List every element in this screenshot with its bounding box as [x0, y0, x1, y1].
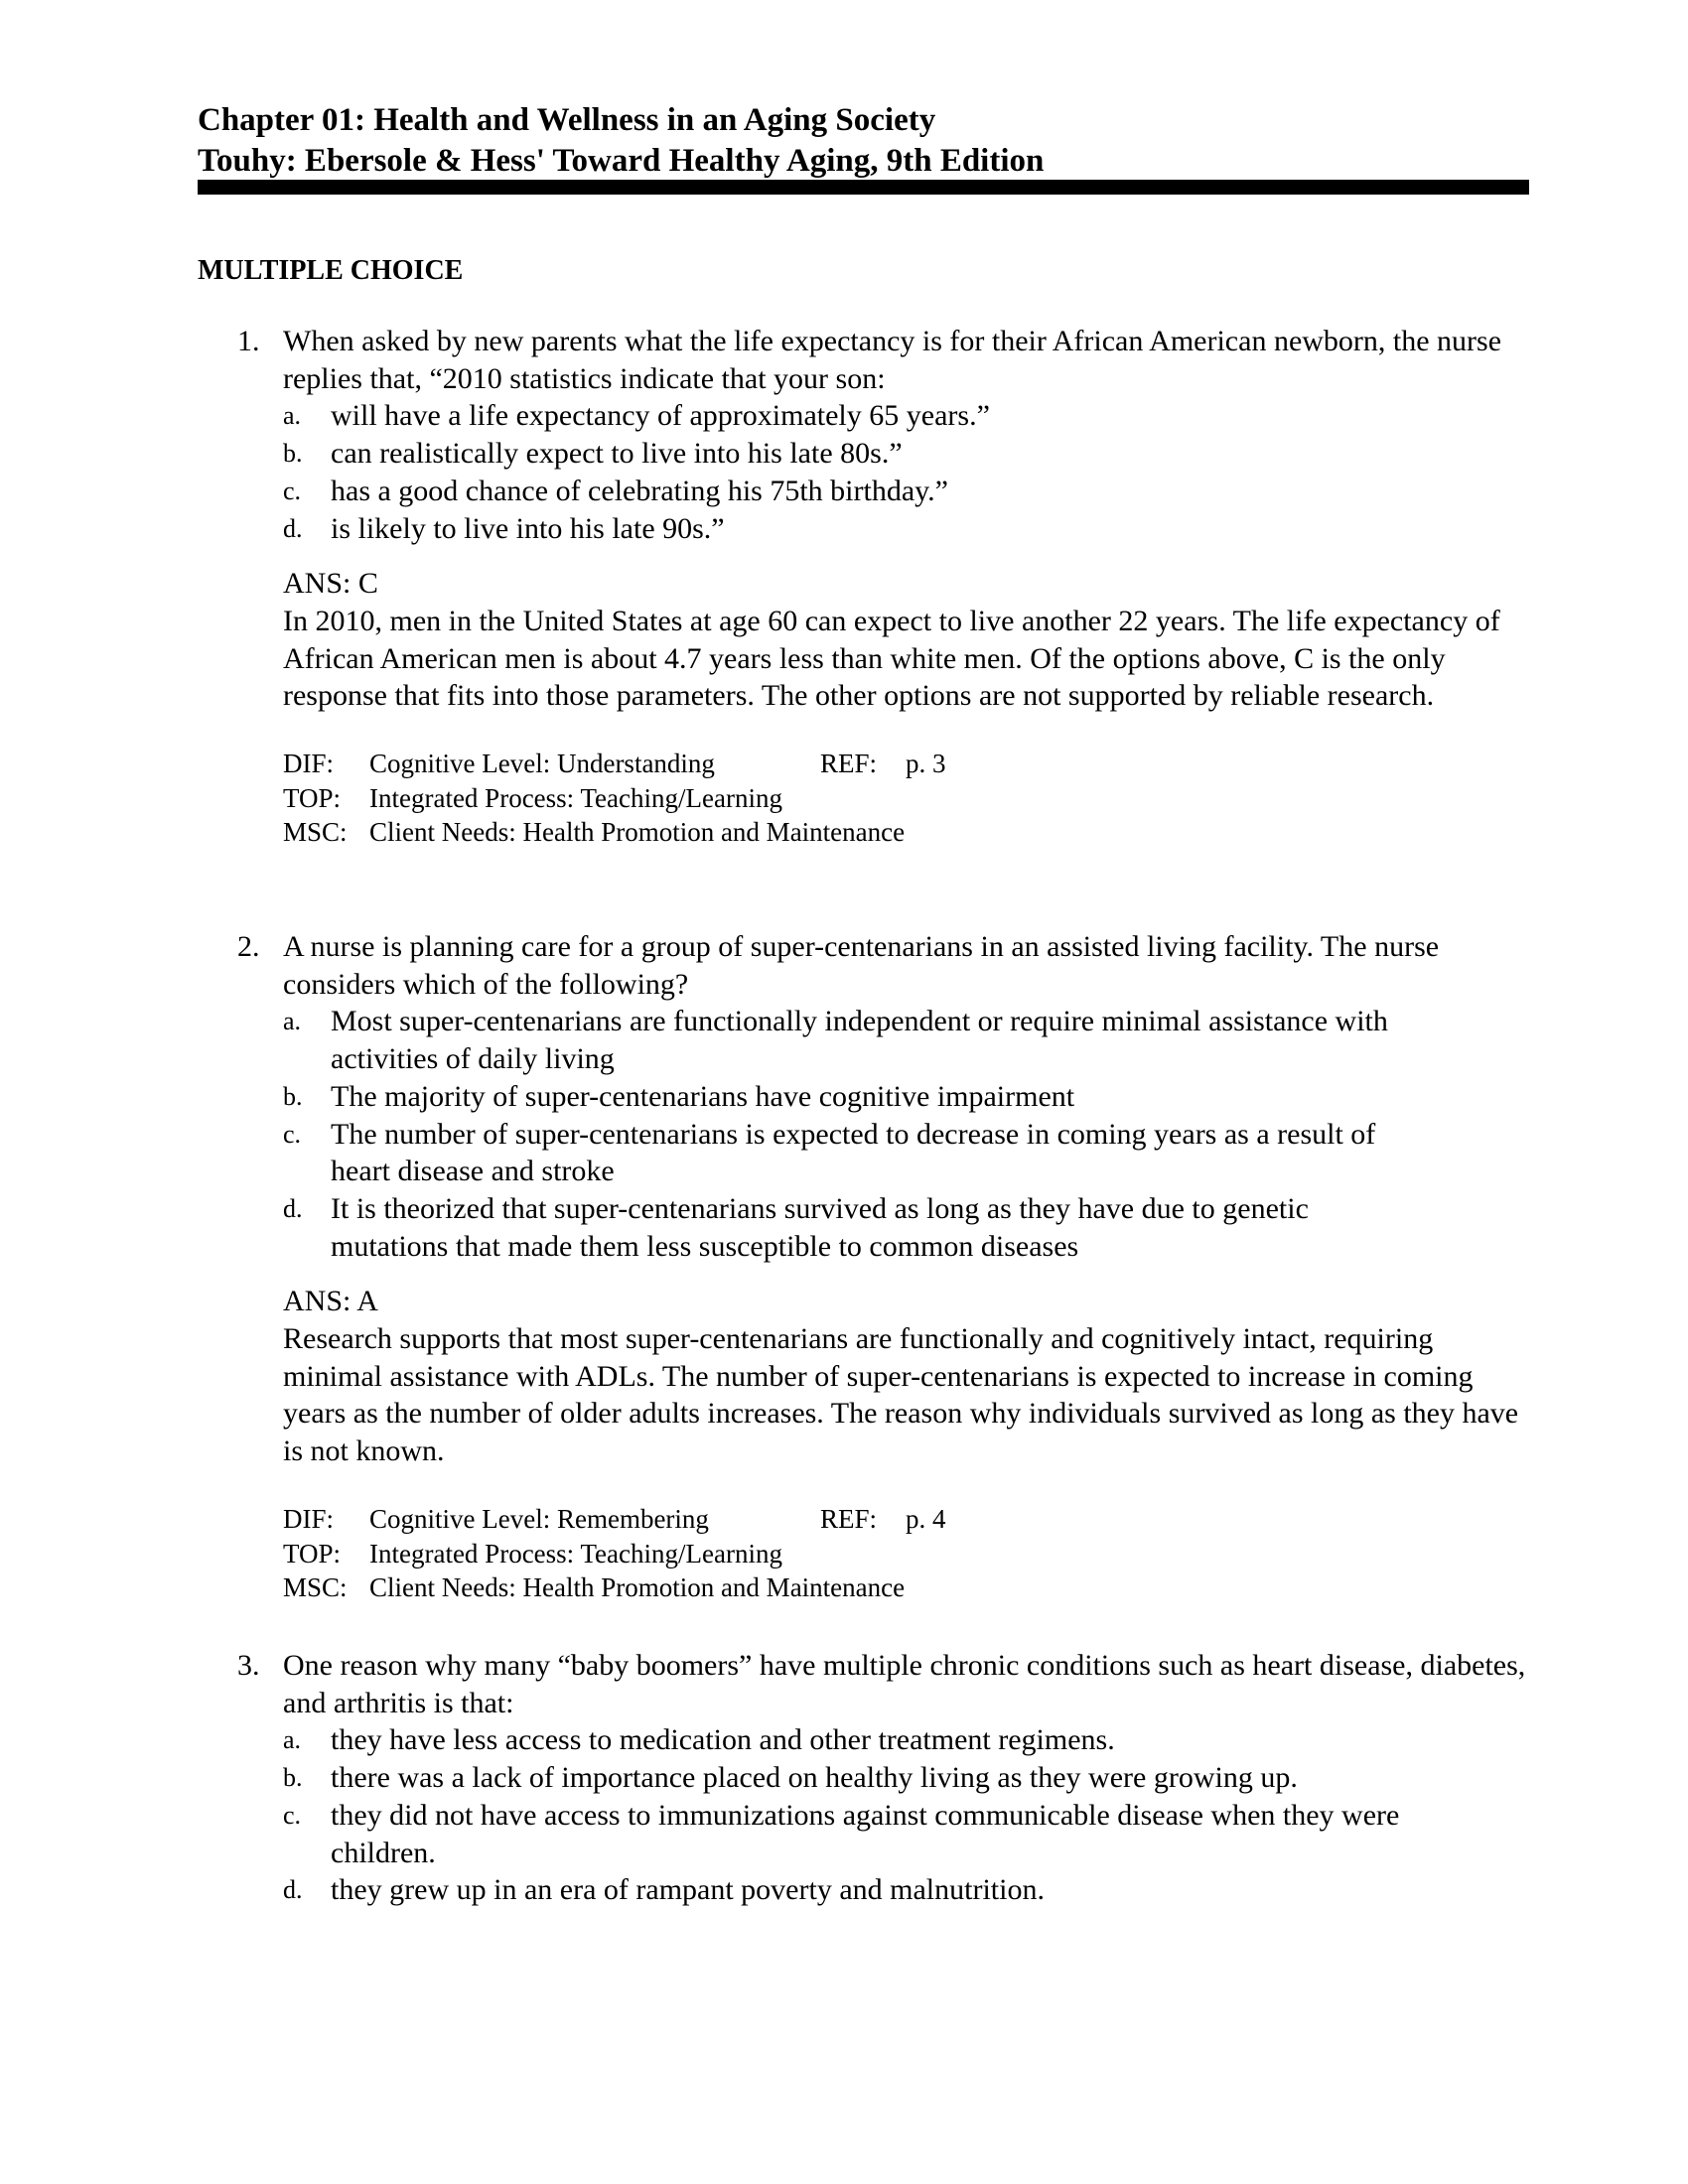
- dif-label: DIF:: [283, 749, 335, 779]
- client-needs-row: [283, 1570, 1688, 1605]
- top-label: TOP:: [283, 782, 342, 813]
- rationale: Research supports that most super-centenarians are functionally and cognitively intact, requiring minimal assistance with ADLs. The number of super-centenarians is expected to increase in coming years as the number of older adults increases. The reason why individuals survived as long as they have is not known.: [283, 1322, 1519, 1468]
- question-1: [0, 323, 1688, 850]
- option-letter: d.: [283, 1193, 303, 1223]
- answer-option: [283, 1116, 1688, 1190]
- difficulty-row: [283, 1502, 1688, 1537]
- book-title: Touhy: Ebersole & Hess' Toward Healthy Aging, 9th Edition: [198, 143, 1045, 179]
- answer-key: ANS: C: [283, 567, 378, 601]
- option-letter: b.: [283, 1763, 303, 1793]
- option-text: has a good chance of celebrating his 75th birthday.”: [331, 474, 949, 507]
- answer-option: [283, 473, 1688, 510]
- answer-option: [283, 435, 1688, 473]
- msc-label: MSC:: [283, 1572, 348, 1603]
- msc-label: MSC:: [283, 817, 348, 848]
- option-letter: a.: [283, 1725, 302, 1755]
- question-number: 3.: [237, 1649, 260, 1682]
- option-letter: b.: [283, 1081, 303, 1111]
- answer-option: [283, 397, 1688, 435]
- answer-option: [283, 1003, 1688, 1077]
- option-letter: c.: [283, 1119, 302, 1149]
- option-letter: c.: [283, 1800, 302, 1830]
- question-stem: One reason why many “baby boomers” have multiple chronic conditions such as heart disease, diabetes, and arthritis is that:: [283, 1649, 1526, 1719]
- answer-option: [283, 1797, 1688, 1871]
- option-letter: c.: [283, 476, 302, 505]
- option-text: Most super-centenarians are functionally independent or require minimal assistance with activities of daily living: [331, 1005, 1388, 1076]
- answer-option: [283, 1190, 1688, 1265]
- question-3: [0, 1647, 1688, 1909]
- ref-label: REF:: [820, 749, 878, 779]
- answer-option: [283, 1871, 1688, 1909]
- answer-option: [283, 1078, 1688, 1116]
- option-text: can realistically expect to live into his late 80s.”: [331, 437, 903, 471]
- question-metadata: [283, 1502, 1688, 1605]
- option-letter: b.: [283, 439, 303, 469]
- option-text: there was a lack of importance placed on healthy living as they were growing up.: [331, 1761, 1298, 1795]
- option-text: The majority of super-centenarians have cognitive impairment: [331, 1079, 1075, 1113]
- client-needs-row: [283, 815, 1688, 850]
- answer-key: ANS: A: [283, 1285, 378, 1318]
- option-text: they did not have access to immunizations against communicable disease when they were children.: [331, 1798, 1400, 1869]
- answer-option: [283, 1759, 1688, 1797]
- question-2: [0, 928, 1688, 1605]
- question-stem: A nurse is planning care for a group of super-centenarians in an assisted living facility. The nurse considers which of the following?: [283, 930, 1440, 1001]
- answer-option: [283, 1721, 1688, 1759]
- reference: [820, 1502, 946, 1537]
- header-divider: [198, 180, 1529, 195]
- question-stem: When asked by new parents what the life expectancy is for their African American newborn, the nurse replies that, “2010 statistics indicate that your son:: [283, 325, 1502, 395]
- dif-value: Cognitive Level: Remembering: [369, 1503, 709, 1534]
- top-value: Integrated Process: Teaching/Learning: [369, 782, 782, 813]
- option-letter: d.: [283, 1875, 303, 1905]
- dif-value: Cognitive Level: Understanding: [369, 749, 715, 779]
- section-heading: MULTIPLE CHOICE: [198, 255, 464, 286]
- answer-option: [283, 510, 1688, 548]
- question-metadata: [283, 747, 1688, 850]
- msc-value: Client Needs: Health Promotion and Maintenance: [369, 817, 906, 848]
- option-letter: a.: [283, 401, 302, 431]
- difficulty-row: [283, 747, 1688, 781]
- question-number: 1.: [237, 325, 260, 357]
- option-text: they grew up in an era of rampant poverty and malnutrition.: [331, 1873, 1045, 1907]
- reference: [820, 747, 946, 781]
- option-text: they have less access to medication and other treatment regimens.: [331, 1723, 1115, 1757]
- rationale: In 2010, men in the United States at age 60 can expect to live another 22 years. The life expectancy of African American men is about 4.7 years less than white men. Of the options above, C is the only response that fits into those parameters. The other options are not supported by reliable research.: [283, 604, 1500, 713]
- ref-label: REF:: [820, 1503, 878, 1534]
- ref-value: p. 3: [906, 749, 946, 779]
- chapter-title: Chapter 01: Health and Wellness in an Aging Society: [198, 102, 936, 138]
- option-letter: a.: [283, 1007, 302, 1036]
- top-value: Integrated Process: Teaching/Learning: [369, 1538, 782, 1569]
- option-text: is likely to live into his late 90s.”: [331, 511, 725, 545]
- top-label: TOP:: [283, 1538, 342, 1569]
- topic-row: [283, 781, 1688, 816]
- ref-value: p. 4: [906, 1503, 946, 1534]
- option-text: will have a life expectancy of approximately 65 years.”: [331, 399, 990, 433]
- dif-label: DIF:: [283, 1503, 335, 1534]
- option-text: The number of super-centenarians is expected to decrease in coming years as a result of heart disease and stroke: [331, 1117, 1376, 1188]
- topic-row: [283, 1537, 1688, 1571]
- option-letter: d.: [283, 513, 303, 543]
- msc-value: Client Needs: Health Promotion and Maintenance: [369, 1572, 906, 1603]
- option-text: It is theorized that super-centenarians survived as long as they have due to genetic mutations that made them less susceptible to common diseases: [331, 1191, 1309, 1263]
- question-number: 2.: [237, 930, 260, 963]
